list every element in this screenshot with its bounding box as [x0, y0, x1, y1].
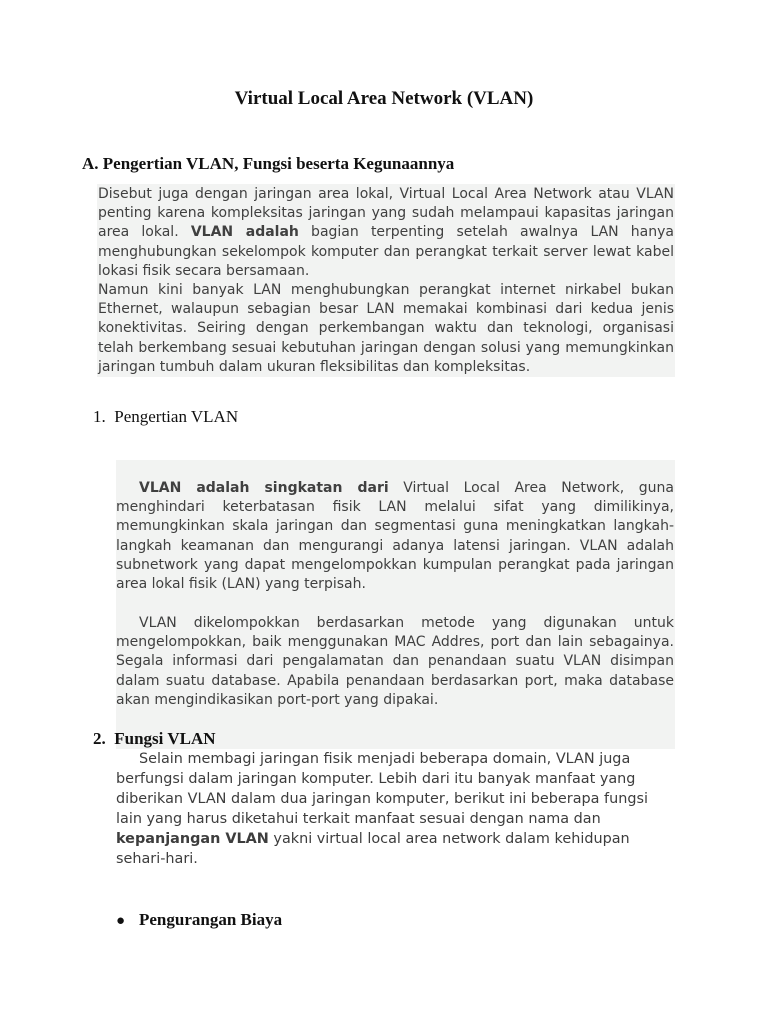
item-2-title: Fungsi VLAN [114, 729, 216, 748]
text-run: VLAN dikelompokkan berdasarkan metode yang digunakan untuk mengelompokkan, baik menggunakan MAC Addres, port dan lain sebagainya. Segala informasi dari pengalamatan dan penandaan suatu VLAN disimpan dalam suatu database. Apabila penandaan berdasarkan port, maka database akan mengindikasikan port-port yang dipakai. [116, 615, 674, 708]
item-1-paragraph-1 [116, 479, 674, 594]
section-a-paragraph-1 [98, 185, 674, 281]
item-1-title: Pengertian VLAN [114, 407, 239, 426]
bold-text: VLAN adalah singkatan dari [139, 480, 389, 496]
text-run: Disebut juga dengan jaringan area lokal, Virtual Local Area Network atau VLAN penting karena kompleksitas jaringan yang sudah melampaui kapasitas jaringan area lokal. [98, 186, 674, 241]
item-1-paragraph-2 [116, 614, 674, 710]
list-number: 2. [93, 729, 106, 748]
item-1-heading [93, 407, 238, 427]
item-2-heading [93, 729, 216, 749]
list-number: 1. [93, 407, 106, 426]
document-title: Virtual Local Area Network (VLAN) [234, 88, 534, 109]
bold-text: kepanjangan VLAN [116, 831, 269, 847]
section-a-heading: A. Pengertian VLAN, Fungsi beserta Kegunaannya [82, 154, 455, 173]
text-run: Virtual Local Area Network, guna menghindari keterbatasan fisik LAN melalui sifat yang dimilikinya, memungkinkan skala jaringan dan segmentasi guna meningkatkan langkah-langkah keamanan dan mengurangi adanya latensi jaringan. VLAN adalah subnetwork yang dapat mengelompokkan kumpulan perangkat pada jaringan area lokal fisik (LAN) yang terpisah. [116, 480, 674, 593]
bold-text: VLAN adalah [190, 224, 299, 241]
bullet-label: Pengurangan Biaya [139, 910, 283, 929]
text-run: yakni virtual local area network dalam kehidupan sehari-hari. [116, 831, 630, 867]
section-a-paragraph-2: Namun kini banyak LAN menghubungkan perangkat internet nirkabel bukan Ethernet, walaupun sebagian besar LAN memakai kombinasi dari kedua jenis konektivitas. Seiring dengan perkembangan waktu dan teknologi, organisasi telah berkembang sesuai kebutuhan jaringan dengan solusi yang memungkinkan jaringan tumbuh dalam ukuran fleksibilitas dan kompleksitas. [98, 282, 674, 375]
bullet-dot-icon: ● [116, 913, 126, 929]
text-run: Selain membagi jaringan fisik menjadi beberapa domain, VLAN juga berfungsi dalam jaringan komputer. Lebih dari itu banyak manfaat yang diberikan VLAN dalam dua jaringan komputer, berikut ini beberapa fungsi lain yang harus diketahui terkait manfaat sesuai dengan nama dan [116, 751, 648, 827]
bullet-item [116, 910, 282, 930]
item-2-paragraph [116, 749, 664, 869]
text-run: bagian terpenting setelah awalnya LAN hanya menghubungkan sekelompok komputer dan perangkat terkait server lewat kabel lokasi fisik secara bersamaan. [98, 224, 674, 279]
